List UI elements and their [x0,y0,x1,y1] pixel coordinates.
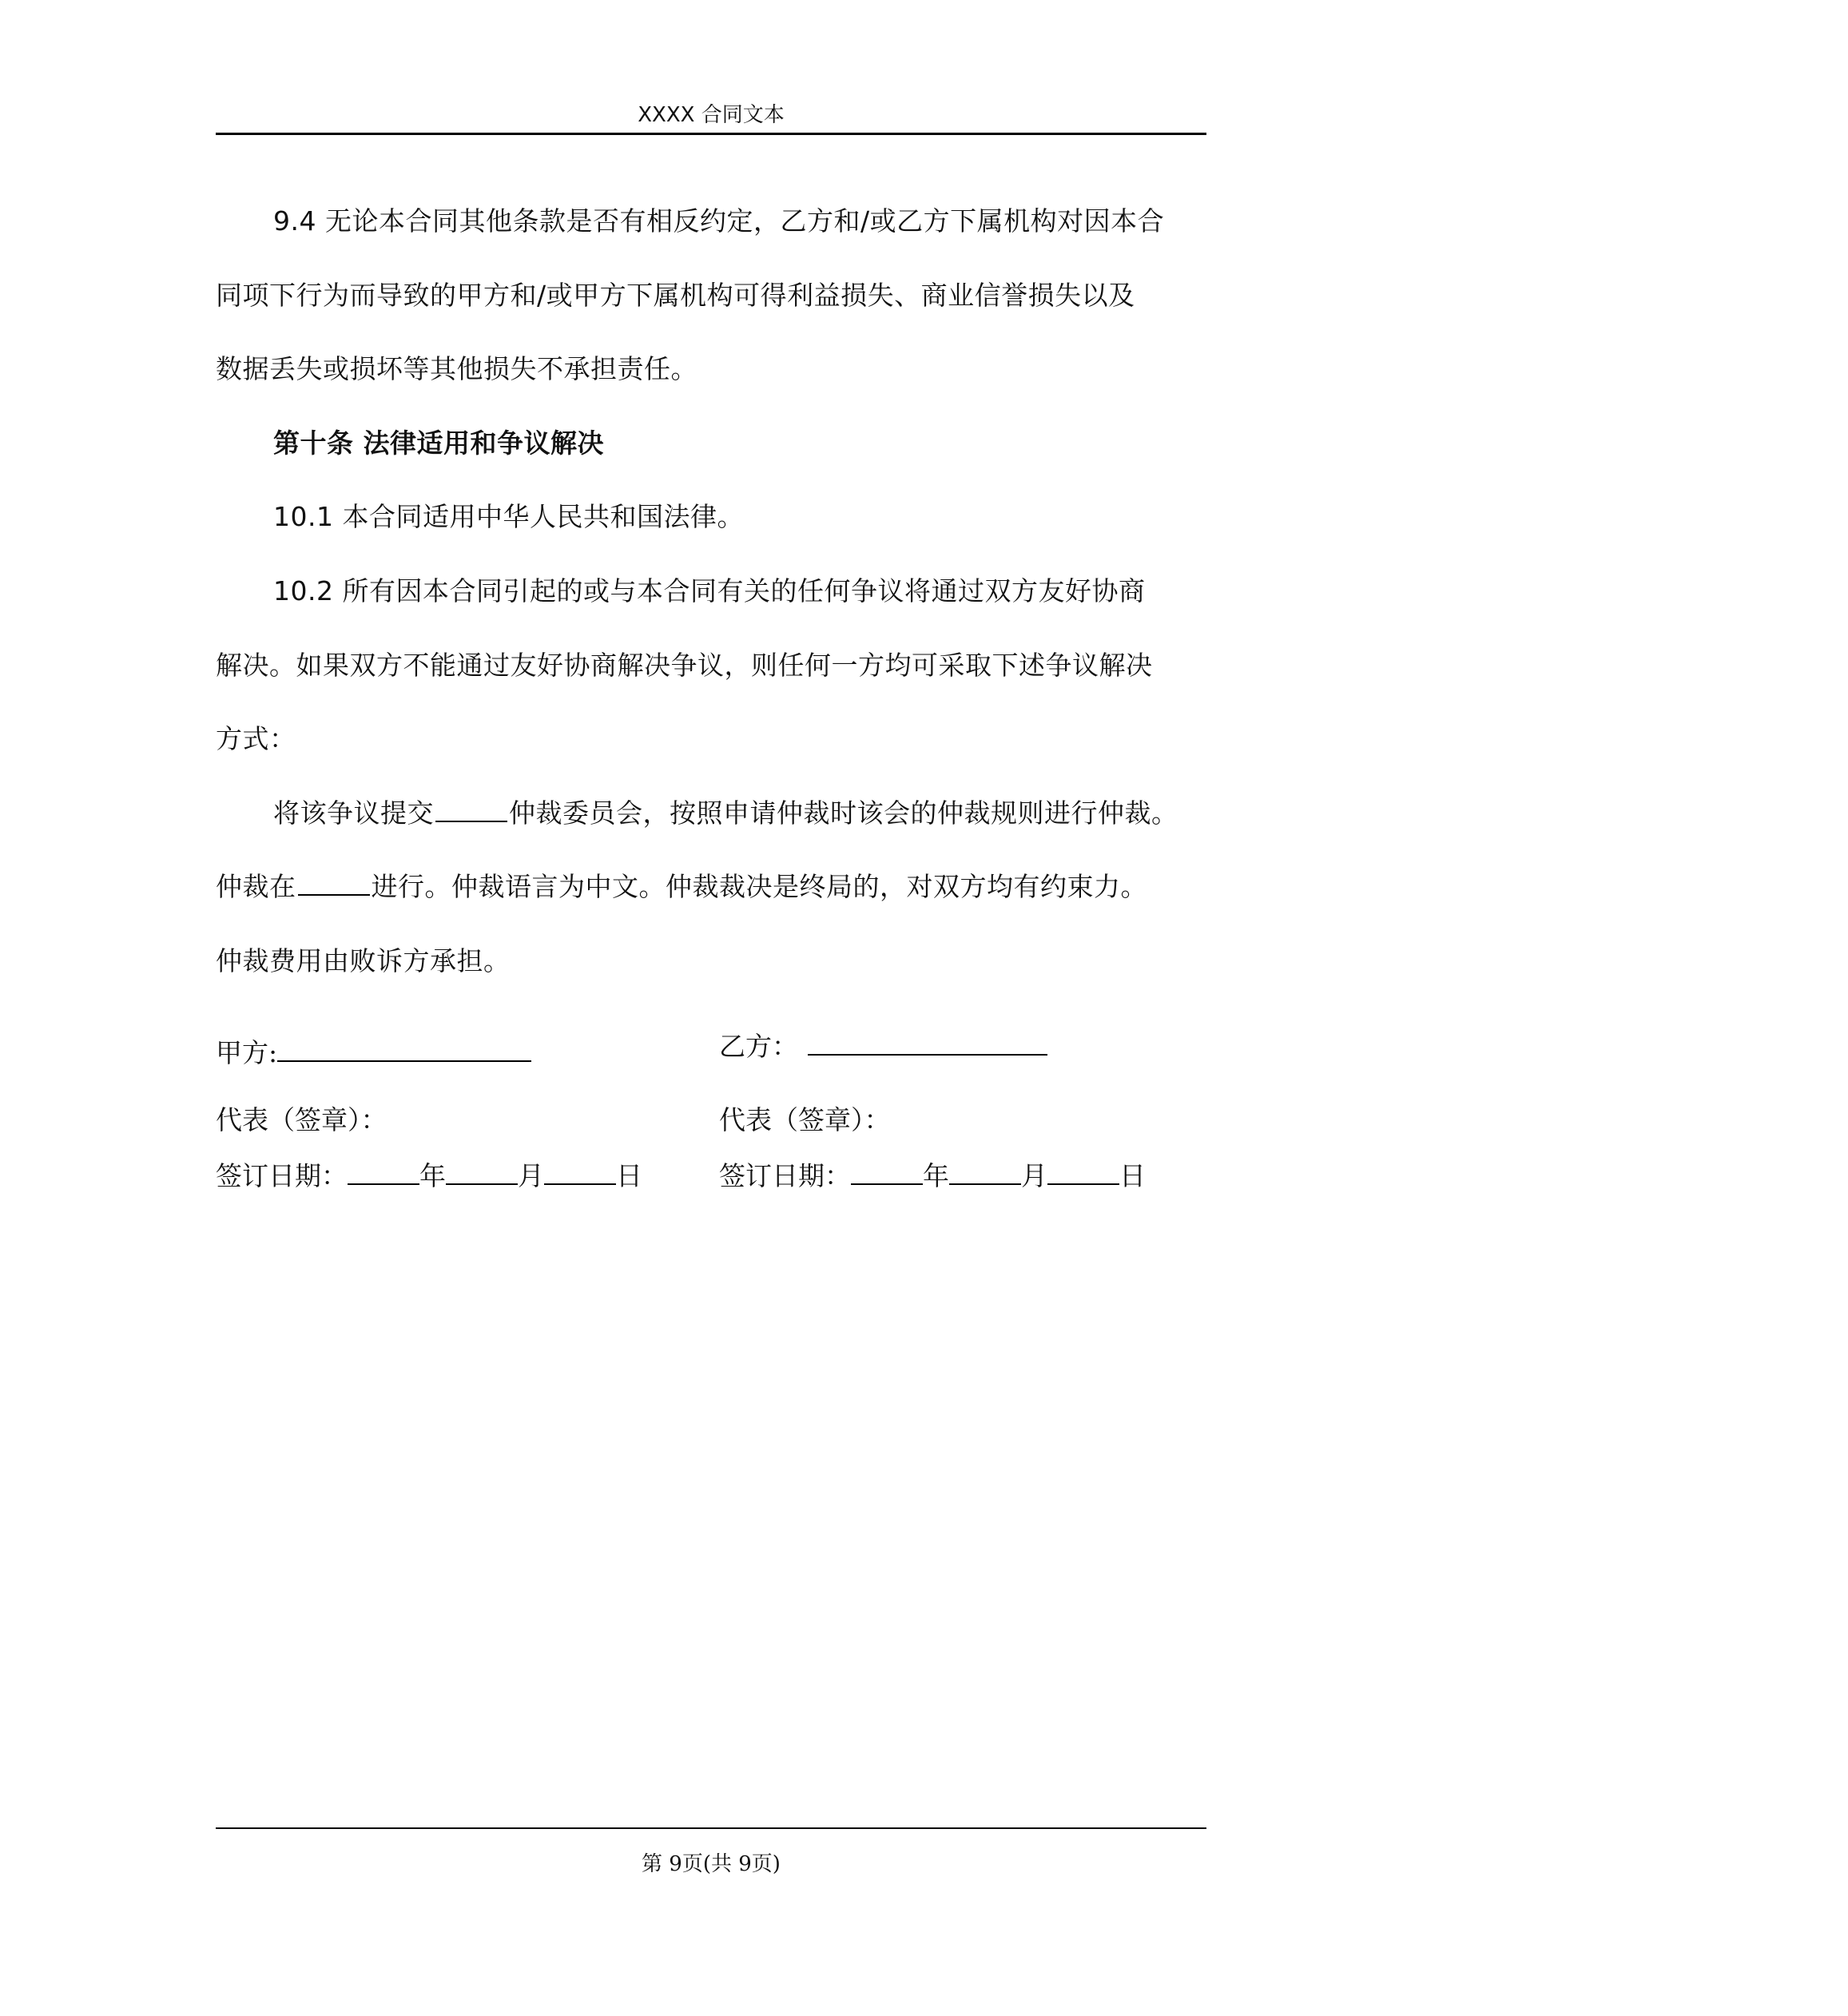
clause-10-2-line-3: 方式： [216,723,296,755]
party-a-date-label: 签订日期： [216,1160,348,1191]
clause-10-1: 10.1 本合同适用中华人民共和国法律。 [273,501,744,533]
party-b-name-blank[interactable] [808,1053,1047,1056]
page-number: 第 9页(共 9页) [642,1852,781,1876]
party-a-month-label: 月 [518,1160,544,1191]
contract-body [216,185,1206,999]
arbitration-line-1 [216,777,1206,851]
arbitration-line-2 [216,850,1206,924]
clause-9-4-line-2: 同项下行为而导致的甲方和/或甲方下属机构可得利益损失、商业信誉损失以及 [216,279,1135,311]
party-a-day-blank[interactable] [544,1183,616,1185]
party-a-label: 甲方: [216,1037,278,1068]
arbitration-line-2-start: 仲裁在 [216,871,296,903]
party-a-name-row [216,1036,531,1071]
party-b-day-label: 日 [1119,1160,1146,1191]
party-a-year-label: 年 [419,1160,446,1191]
party-a-representative: 代表（签章）： [216,1104,387,1135]
party-a-date-row [216,1159,642,1194]
article-10-heading: 第十条 法律适用和争议解决 [273,427,604,459]
header-title: XXXX 合同文本 [638,103,785,127]
party-b-date-label: 签订日期： [719,1160,851,1191]
clause-9-4-line-3: 数据丢失或损坏等其他损失不承担责任。 [216,353,697,385]
party-b-label: 乙方： [719,1031,798,1062]
party-b-year-blank[interactable] [851,1183,923,1185]
header-rule [216,133,1206,135]
arbitration-line-2-end: 进行。仲裁语言为中文。仲裁裁决是终局的，对双方均有约束力。 [371,871,1147,903]
footer-rule [216,1827,1206,1829]
party-b-month-label: 月 [1021,1160,1047,1191]
party-b-name-row [719,1029,1047,1064]
arbitration-place-blank[interactable] [298,893,370,896]
party-a-name-blank[interactable] [277,1060,531,1062]
party-a-year-blank[interactable] [348,1183,419,1185]
arbitration-commission-blank[interactable] [435,820,507,822]
clause-9-4-line-1: 9.4 无论本合同其他条款是否有相反约定，乙方和/或乙方下属机构对因本合 [273,205,1165,237]
party-b-month-blank[interactable] [949,1183,1021,1185]
clause-10-2-line-1: 10.2 所有因本合同引起的或与本合同有关的任何争议将通过双方友好协商 [273,575,1146,606]
party-b-representative: 代表（签章）： [719,1104,891,1135]
arbitration-line-3: 仲裁费用由败诉方承担。 [216,944,511,976]
party-a-month-blank[interactable] [446,1183,518,1185]
arbitration-line-1-start: 将该争议提交 [273,797,434,829]
party-b-year-label: 年 [923,1160,949,1191]
party-b-day-blank[interactable] [1047,1183,1119,1185]
party-b-date-row [719,1159,1146,1194]
arbitration-line-1-end: 仲裁委员会，按照申请仲裁时该会的仲裁规则进行仲裁。 [509,797,1178,829]
party-a-day-label: 日 [616,1160,642,1191]
clause-10-2-line-2: 解决。如果双方不能通过友好协商解决争议，则任何一方均可采取下述争议解决 [216,649,1153,681]
